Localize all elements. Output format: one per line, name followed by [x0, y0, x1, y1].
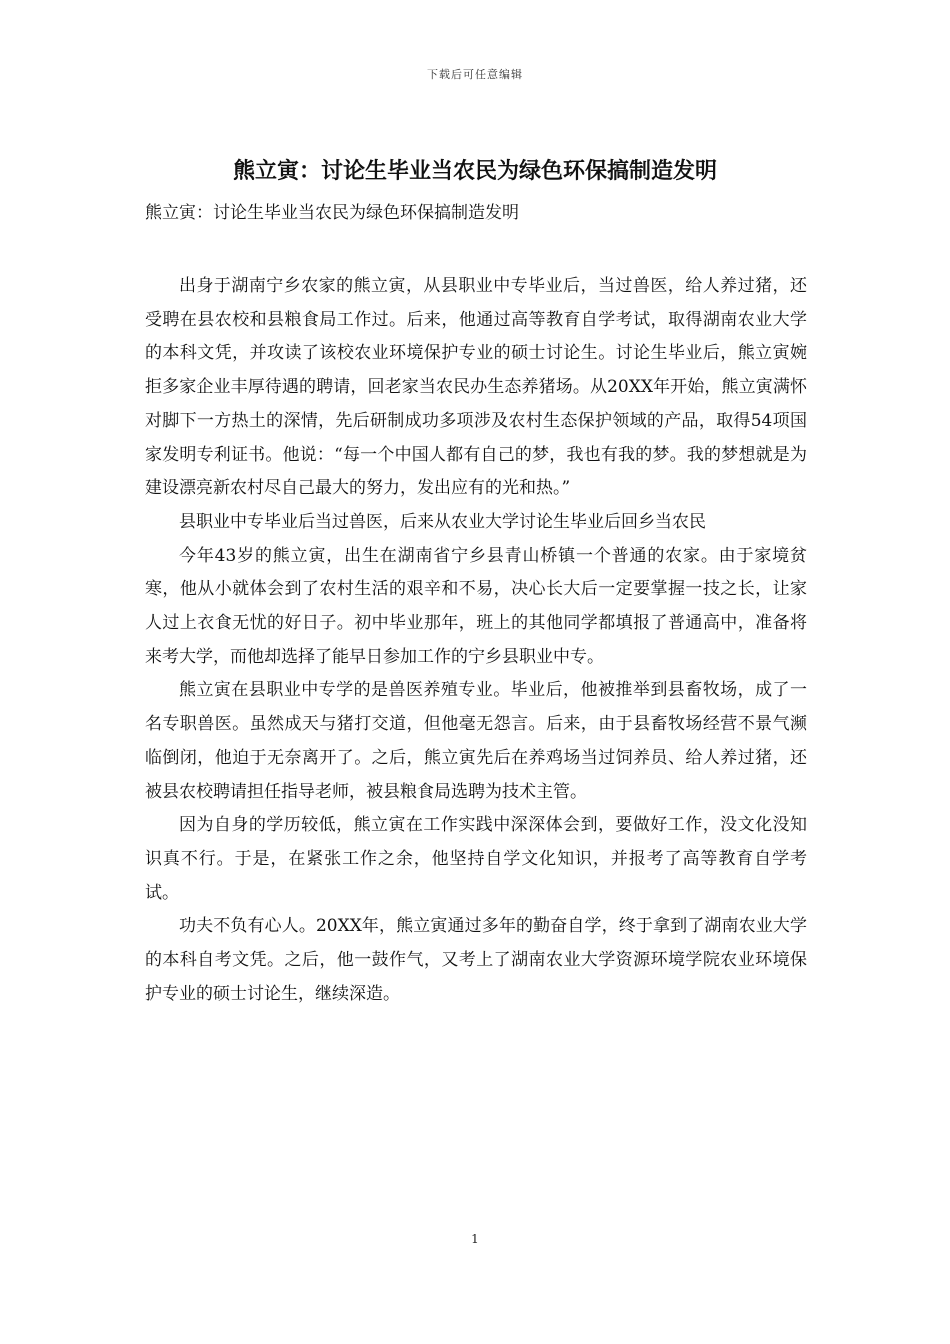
- paragraph: 出身于湖南宁乡农家的熊立寅，从县职业中专毕业后，当过兽医，给人养过猪，还受聘在县农校和县粮食局工作过。后来，他通过高等教育自学考试，取得湖南农业大学的本科文凭，并攻读了该校农业环境保护专业的硕士讨论生。讨论生毕业后，熊立寅婉拒多家企业丰厚待遇的聘请，回老家当农民办生态养猪场。从20XX年开始，熊立寅满怀对脚下一方热土的深情，先后研制成功多项涉及农村生态保护领域的产品，取得54项国家发明专利证书。他说：“每一个中国人都有自己的梦，我也有我的梦。我的梦想就是为建设漂亮新农村尽自己最大的努力，发出应有的光和热。”: [145, 276, 807, 499]
- document-title: 熊立寅：讨论生毕业当农民为绿色环保搞制造发明: [232, 159, 717, 184]
- document-subtitle: 熊立寅：讨论生毕业当农民为绿色环保搞制造发明: [145, 203, 519, 223]
- document-body: [145, 270, 807, 1011]
- paragraph: 熊立寅在县职业中专学的是兽医养殖专业。毕业后，他被推举到县畜牧场，成了一名专职兽医。虽然成天与猪打交道，但他毫无怨言。后来，由于县畜牧场经营不景气濒临倒闭，他迫于无奈离开了。之后，熊立寅先后在养鸡场当过饲养员、给人养过猪，还被县农校聘请担任指导老师，被县粮食局选聘为技术主管。: [145, 680, 807, 802]
- page-number: 1: [471, 1232, 479, 1246]
- section-heading: 县职业中专毕业后当过兽医，后来从农业大学讨论生毕业后回乡当农民: [179, 511, 706, 532]
- paragraph: 因为自身的学历较低，熊立寅在工作实践中深深体会到，要做好工作，没文化没知识真不行。于是，在紧张工作之余，他坚持自学文化知识，并报考了高等教育自学考试。: [145, 815, 807, 903]
- paragraph: 功夫不负有心人。20XX年，熊立寅通过多年的勤奋自学，终于拿到了湖南农业大学的本科自考文凭。之后，他一鼓作气，又考上了湖南农业大学资源环境学院农业环境保护专业的硕士讨论生，继续深造。: [145, 916, 807, 1004]
- paragraph: 今年43岁的熊立寅，出生在湖南省宁乡县青山桥镇一个普通的农家。由于家境贫寒，他从小就体会到了农村生活的艰辛和不易，决心长大后一定要掌握一技之长，让家人过上衣食无忧的好日子。初中毕业那年，班上的其他同学都填报了普通高中，准备将来考大学，而他却选择了能早日参加工作的宁乡县职业中专。: [145, 545, 807, 667]
- page-header: 下载后可任意编辑: [427, 68, 523, 81]
